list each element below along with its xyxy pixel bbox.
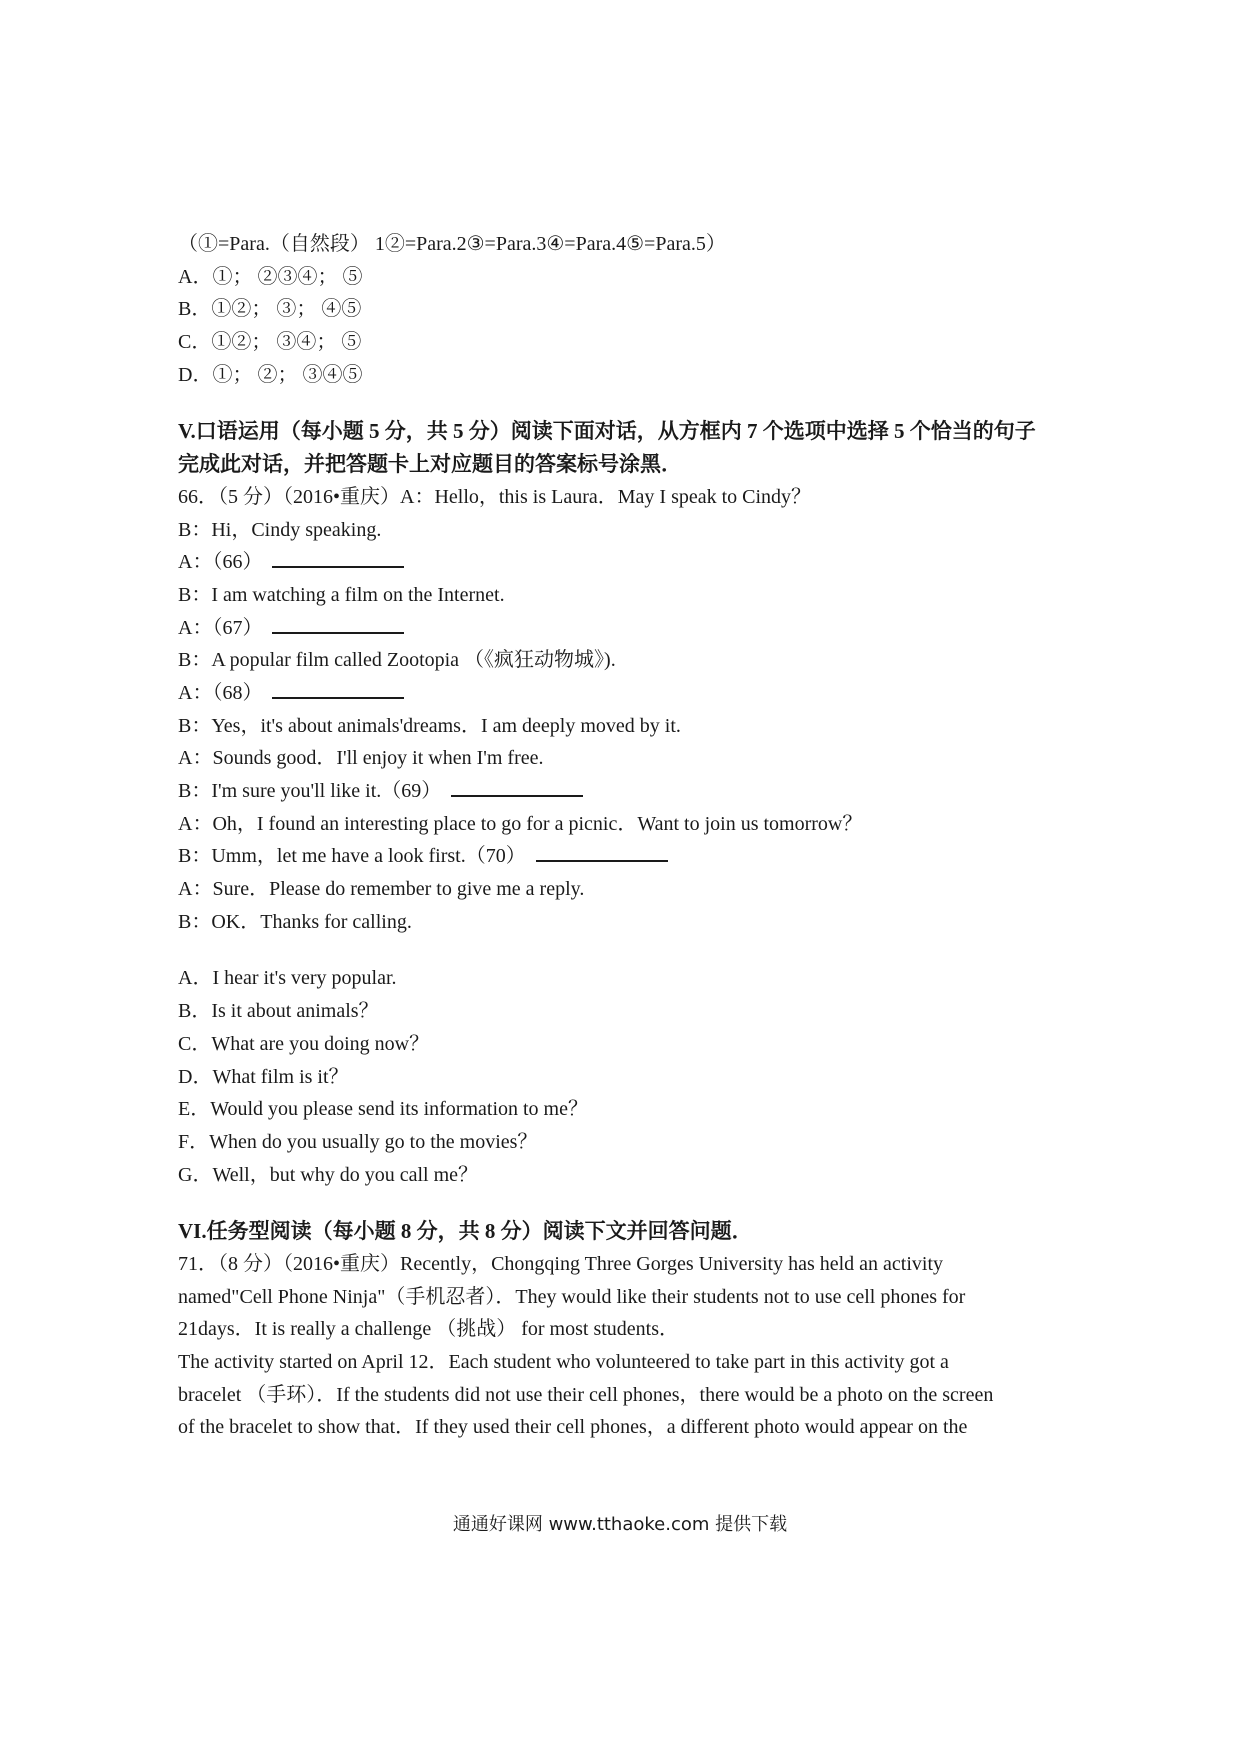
passage-line: bracelet （手环）．If the students did not use their cell phones，there would be a photo on the screen <box>178 1383 994 1406</box>
page-footer: 通通好课网 www.tthaoke.com 提供下载 <box>452 1514 788 1535</box>
dialogue-line: A：Sounds good．I'll enjoy it when I'm free. <box>178 747 544 770</box>
option-a: A．①； ②③④； ⑤ <box>178 265 363 288</box>
answer-blank-69 <box>451 779 583 797</box>
option-b: B．①②； ③； ④⑤ <box>178 298 362 321</box>
choice-b: B．Is it about animals？ <box>178 1000 379 1023</box>
dialogue-line: A：Oh，I found an interesting place to go for a picnic．Want to join us tomorrow？ <box>178 812 863 835</box>
section-heading-continued: 完成此对话，并把答题卡上对应题目的答案标号涂黑． <box>178 452 682 477</box>
dialogue-line: A：（66） <box>178 546 1078 579</box>
answer-blank-70 <box>536 844 668 862</box>
passage-line: named"Cell Phone Ninja"（手机忍者）．They would like their students not to use cell phones for <box>178 1285 966 1308</box>
paragraph-key-note: （①=Para.（自然段） 1②=Para.2③=Para.3④=Para.4⑤=Para.5） <box>178 233 726 255</box>
section-task-reading <box>178 1215 1078 1444</box>
passage-line: 71．（8 分）（2016•重庆）Recently，Chongqing Three Gorges University has held an activity <box>178 1252 944 1275</box>
passage-line: 21days．It is really a challenge （挑战） for most students． <box>178 1318 680 1341</box>
dialogue-line: A：（67） <box>178 612 1078 645</box>
choice-g: G．Well，but why do you call me？ <box>178 1163 479 1186</box>
choice-c: C．What are you doing now？ <box>178 1032 430 1055</box>
document-page <box>178 228 1078 1444</box>
option-d: D．①； ②； ③④⑤ <box>178 363 363 386</box>
passage-line: of the bracelet to show that．If they used their cell phones，a different photo would appear on the <box>178 1416 968 1439</box>
dialogue-line: B：I'm sure you'll like it.（69） <box>178 775 1078 808</box>
dialogue <box>178 514 1078 939</box>
answer-blank-68 <box>272 681 404 699</box>
passage-line: The activity started on April 12．Each student who volunteered to take part in this activity got a <box>178 1351 949 1373</box>
dialogue-line: A：Sure．Please do remember to give me a reply. <box>178 878 585 901</box>
choice-a: A．I hear it's very popular. <box>178 967 397 990</box>
reading-passage <box>178 1248 1078 1444</box>
dialogue-line: B：I am watching a film on the Internet. <box>178 583 505 606</box>
dialogue-line: B：Umm，let me have a look first.（70） <box>178 840 1078 873</box>
dialogue-line: A：（68） <box>178 677 1078 710</box>
choice-e: E．Would you please send its information to me？ <box>178 1098 588 1121</box>
answer-blank-66 <box>272 550 404 568</box>
dialogue-line: B：Yes，it's about animals'dreams．I am deeply moved by it. <box>178 714 681 737</box>
dialogue-line: B：OK．Thanks for calling. <box>178 910 412 933</box>
choice-list <box>178 962 1078 1191</box>
section-oral-english <box>178 415 1078 1191</box>
choice-d: D．What film is it？ <box>178 1065 349 1088</box>
dialogue-line: B：A popular film called Zootopia （《疯狂动物城》). <box>178 649 616 672</box>
previous-question <box>178 228 1078 391</box>
section-heading: V.口语运用（每小题 5 分，共 5 分）阅读下面对话，从方框内 7 个选项中选择 5 个恰当的句子 <box>178 419 1036 444</box>
choice-f: F．When do you usually go to the movies？ <box>178 1130 538 1153</box>
answer-blank-67 <box>272 616 404 634</box>
question-66-intro: 66．（5 分）（2016•重庆）A：Hello，this is Laura．May I speak to Cindy？ <box>178 485 812 508</box>
option-c: C．①②； ③④； ⑤ <box>178 331 362 354</box>
dialogue-line: B：Hi，Cindy speaking. <box>178 518 382 541</box>
section-heading: VI.任务型阅读（每小题 8 分，共 8 分）阅读下文并回答问题． <box>178 1219 753 1244</box>
